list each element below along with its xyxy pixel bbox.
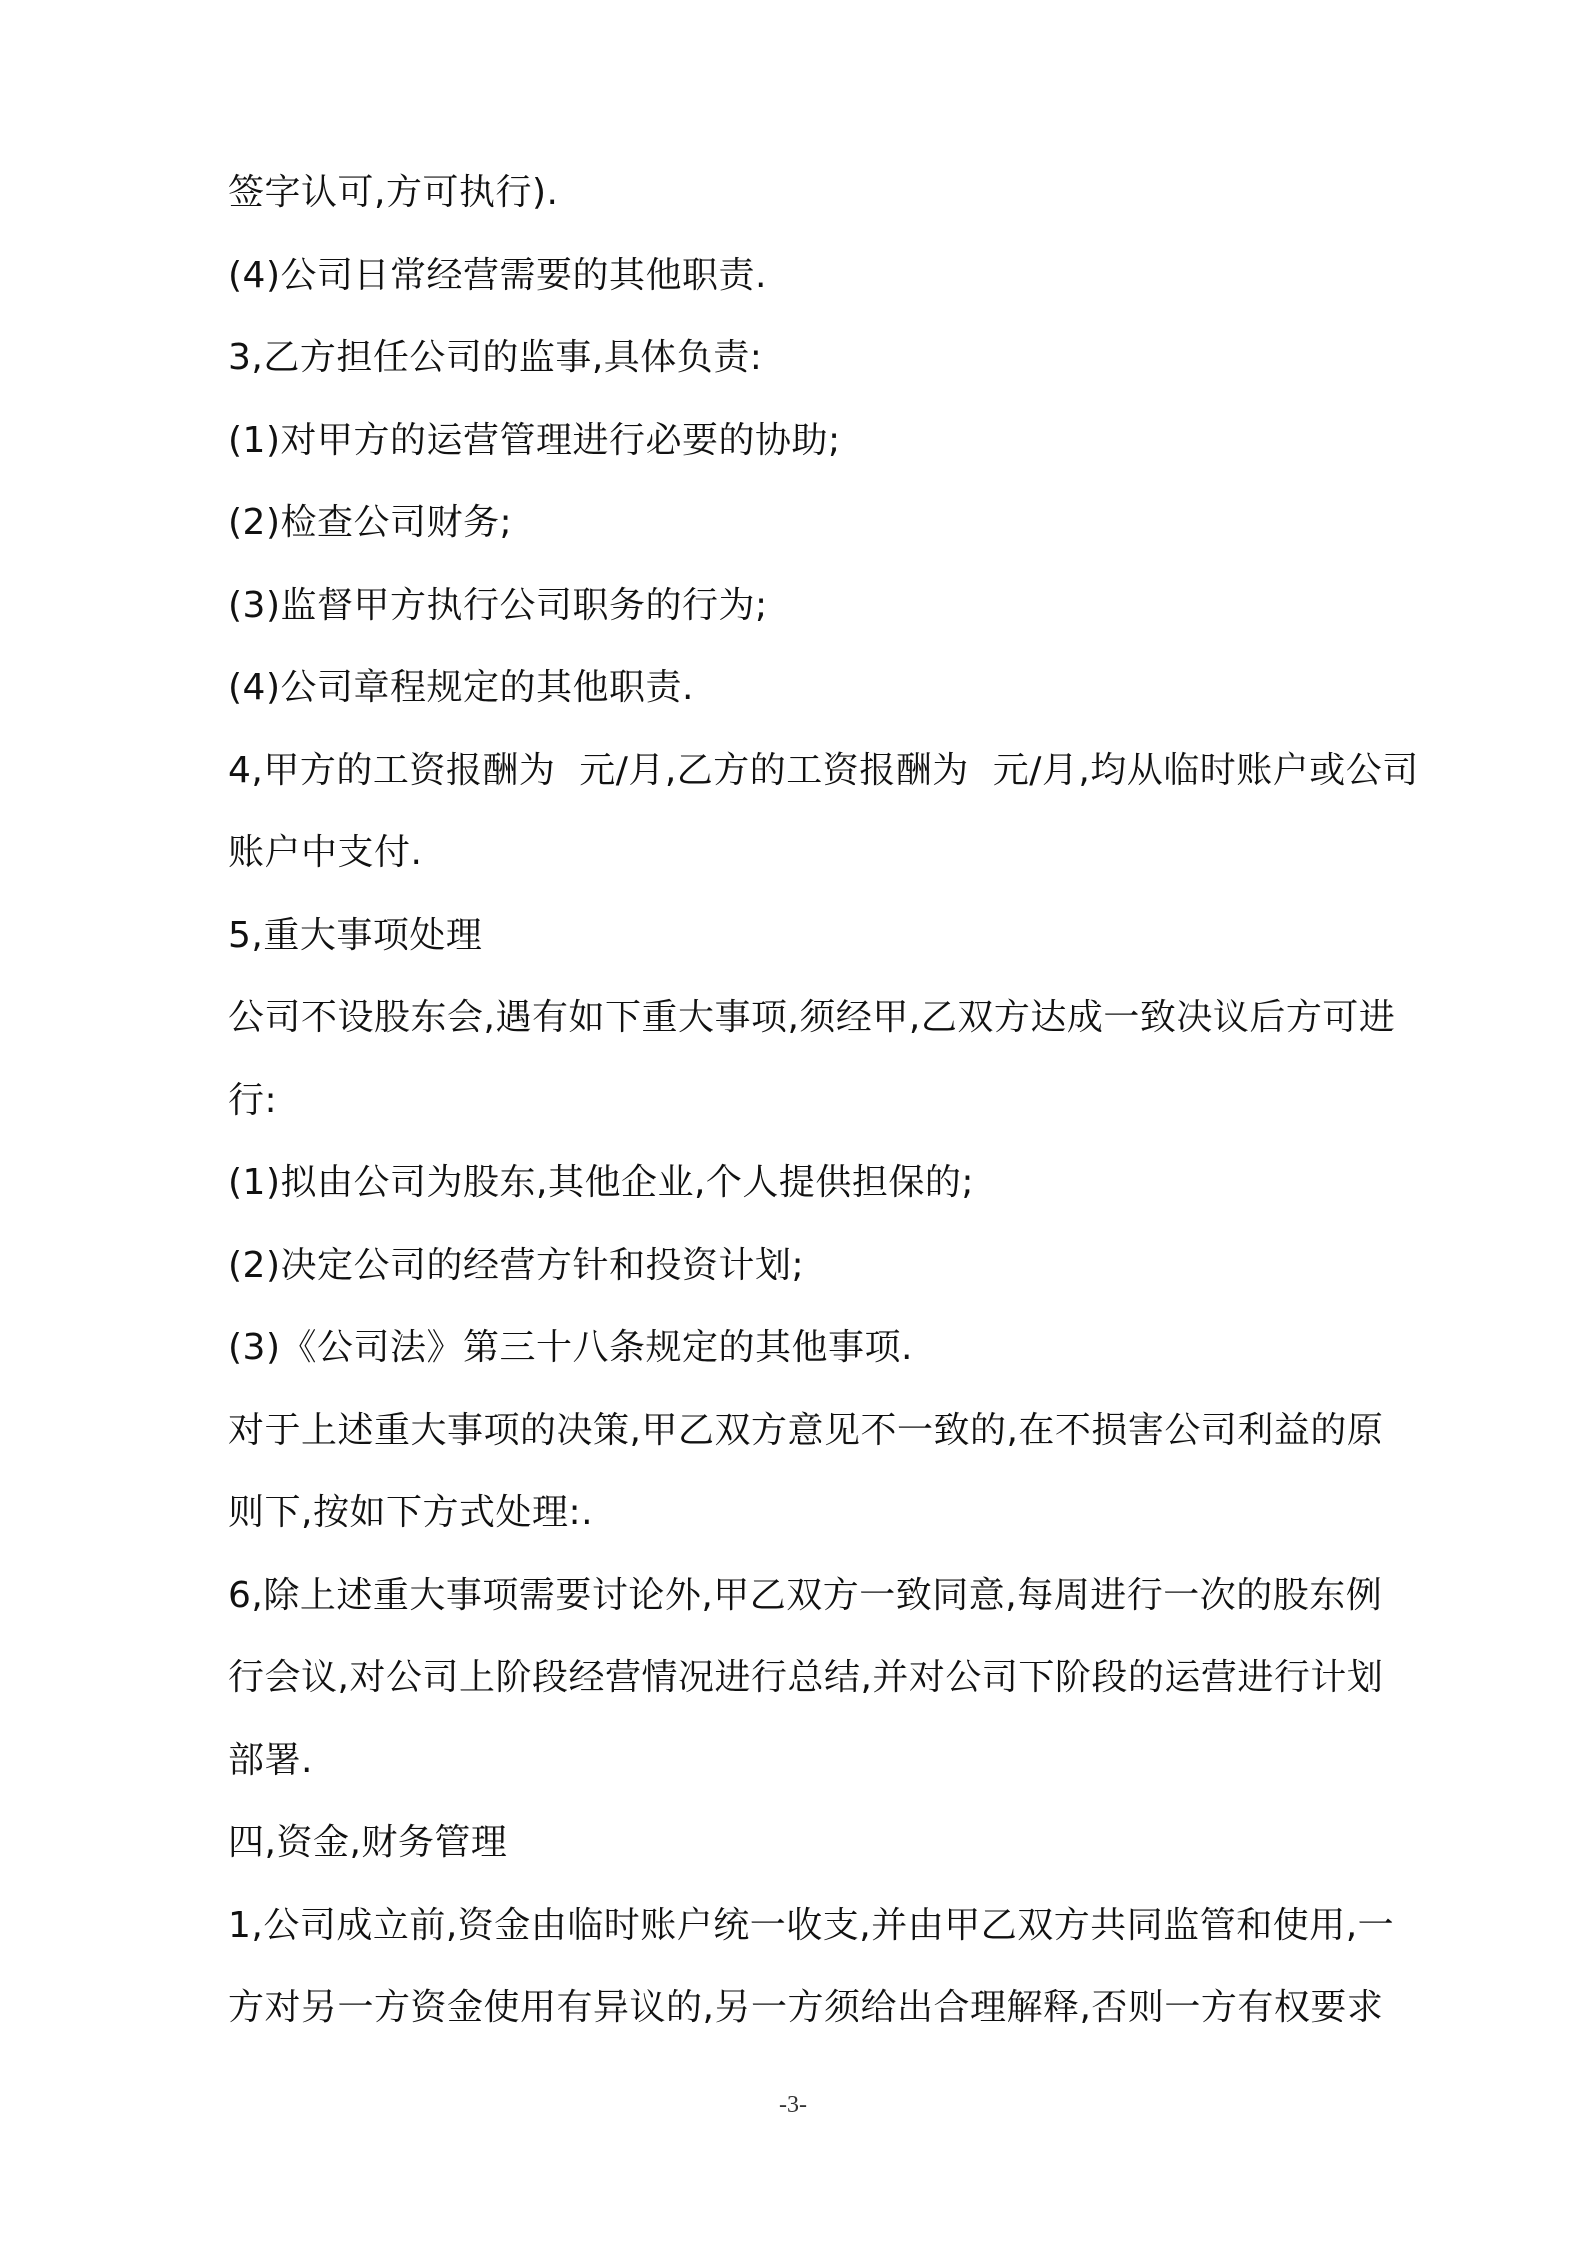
text-line: 4,甲方的工资报酬为 元/月,乙方的工资报酬为 元/月,均从临时账户或公司	[228, 749, 1419, 791]
text-line: (3)《公司法》第三十八条规定的其他事项.	[228, 1327, 913, 1368]
text-line: 方对另一方资金使用有异议的,另一方须给出合理解释,否则一方有权要求	[228, 1987, 1384, 2028]
text-line: (1)对甲方的运营管理进行必要的协助;	[228, 419, 841, 461]
text-line: (4)公司章程规定的其他职责.	[228, 667, 694, 708]
document-body	[228, 152, 1448, 2050]
page-number: -3-	[779, 2092, 807, 2118]
text-line: 6,除上述重大事项需要讨论外,甲乙双方一致同意,每周进行一次的股东例	[228, 1574, 1383, 1616]
text-line: (1)拟由公司为股东,其他企业,个人提供担保的;	[228, 1162, 975, 1203]
text-line: 签字认可,方可执行).	[228, 172, 559, 213]
text-line: (4)公司日常经营需要的其他职责.	[228, 254, 767, 296]
text-line: 3,乙方担任公司的监事,具体负责:	[228, 337, 763, 378]
text-line: 账户中支付.	[228, 832, 423, 873]
text-line: 行会议,对公司上阶段经营情况进行总结,并对公司下阶段的运营进行计划	[228, 1657, 1384, 1698]
text-line: (2)检查公司财务;	[228, 502, 513, 543]
text-line: 行:	[228, 1079, 278, 1121]
text-line: (3)监督甲方执行公司职务的行为;	[228, 584, 768, 626]
text-line: 公司不设股东会,遇有如下重大事项,须经甲,乙双方达成一致决议后方可进	[228, 997, 1396, 1038]
text-line: 5,重大事项处理	[228, 914, 483, 956]
text-line: 部署.	[228, 1739, 313, 1781]
text-line: 对于上述重大事项的决策,甲乙双方意见不一致的,在不损害公司利益的原	[228, 1409, 1384, 1451]
text-line: 则下,按如下方式处理:.	[228, 1492, 594, 1533]
text-line: 1,公司成立前,资金由临时账户统一收支,并由甲乙双方共同监管和使用,一	[228, 1904, 1395, 1946]
text-line: 四,资金,财务管理	[228, 1822, 508, 1863]
text-line: (2)决定公司的经营方针和投资计划;	[228, 1244, 805, 1286]
